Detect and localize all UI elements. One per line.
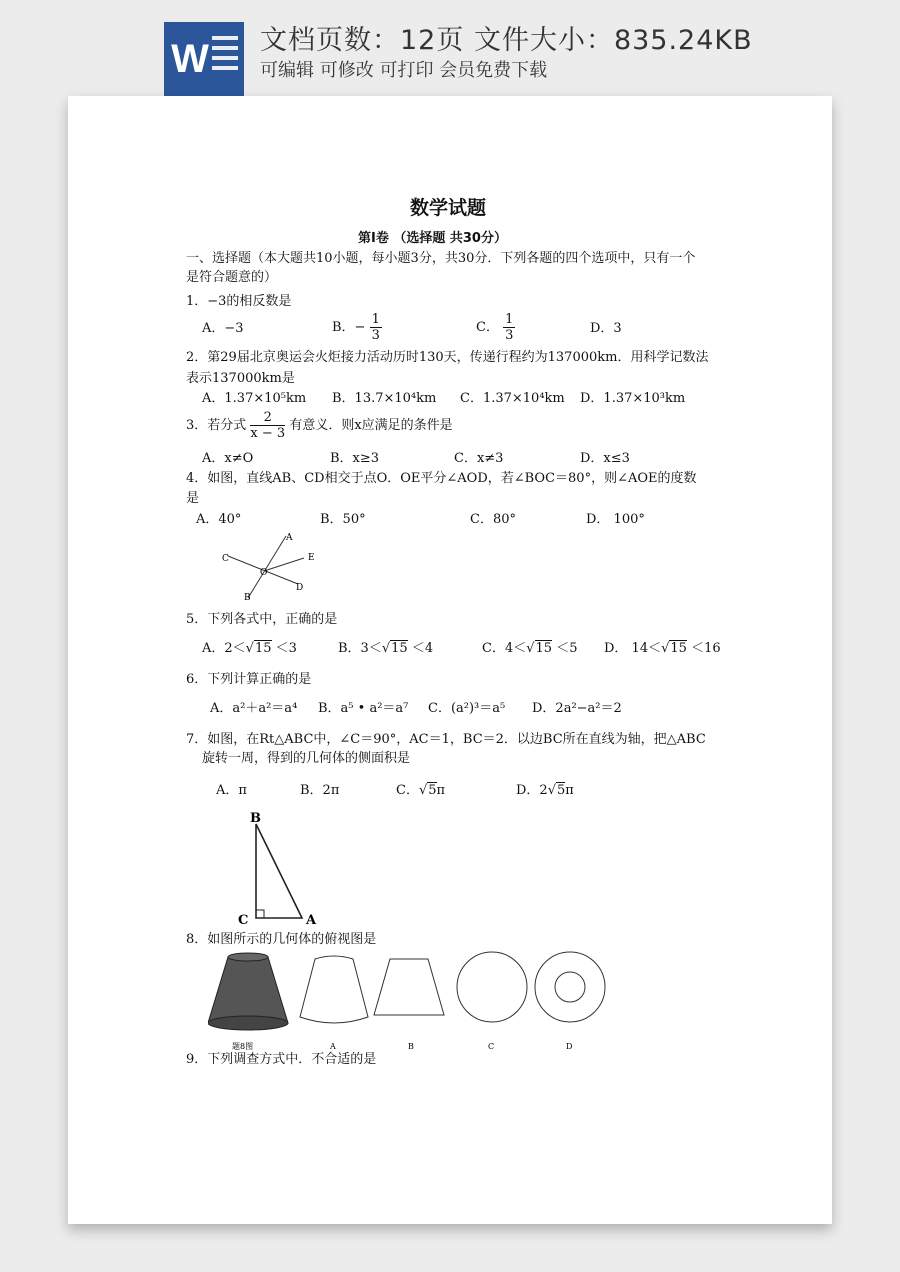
q5-d-suffix: ＜16 (691, 641, 721, 656)
point-c-label: C (222, 554, 229, 564)
q3-option-a: A．x≠O (202, 451, 254, 466)
q4-line-1: 4．如图，直线AB、CD相交于点O．OE平分∠AOD，若∠BOC＝80°，则∠AOE的度数 (186, 471, 697, 486)
q8-caption-d: D (566, 1042, 573, 1051)
q7-d-suffix: π (565, 783, 574, 798)
q8-option-c-shape (457, 952, 527, 1022)
q3-fraction (250, 410, 285, 441)
ray-oe (264, 558, 304, 571)
q7-right-triangle-figure (234, 808, 334, 926)
q5-b-prefix: B．3＜ (338, 641, 382, 656)
q1-option-c-prefix: C． (476, 320, 499, 335)
vertex-c-label: C (238, 913, 249, 926)
q3-option-b: B．x≥3 (330, 451, 380, 466)
page-title: 数学试题 (410, 197, 487, 219)
q5-d-radicand: 15 (670, 641, 687, 656)
q3-prefix: 3．若分式 (186, 418, 247, 433)
q7-c-radicand: 5 (428, 783, 437, 798)
q5-a-prefix: A．2＜ (202, 641, 246, 656)
word-icon (164, 22, 244, 96)
q7-d-prefix: D．2 (516, 783, 548, 798)
q3-option-d: D．x≤3 (580, 451, 630, 466)
q8-caption-c: C (488, 1042, 495, 1051)
point-d-label: D (296, 583, 304, 593)
q4-intersecting-lines-figure (218, 528, 328, 603)
q8-option-d-shape (535, 952, 605, 1022)
q6-option-d: D．2a²−a²＝2 (532, 701, 622, 716)
document-features: 可编辑 可修改 可打印 会员免费下载 (260, 60, 548, 81)
q4-option-b: B．50° (320, 512, 366, 527)
q6-option-a: A．a²＋a²＝a⁴ (210, 701, 298, 716)
q5-a-suffix: ＜3 (275, 641, 297, 656)
q1-b-denominator: 3 (371, 328, 380, 343)
q1-option-c (476, 312, 515, 343)
point-e-label: E (308, 553, 315, 563)
q7-c-prefix: C． (396, 783, 419, 798)
q8-figures (208, 951, 618, 1051)
document-stats: 文档页数：12页 文件大小：835.24KB (260, 25, 753, 56)
q1-stem: 1．−3的相反数是 (186, 294, 292, 309)
q3-suffix: 有意义．则x应满足的条件是 (289, 418, 453, 433)
q5-stem: 5．下列各式中，正确的是 (186, 612, 338, 627)
q6-stem: 6．下列计算正确的是 (186, 672, 312, 687)
q1-b-numerator: 1 (371, 312, 380, 327)
q7-c-suffix: π (436, 783, 446, 798)
q5-b-radicand: 15 (391, 641, 408, 656)
document-banner (0, 0, 900, 96)
q7-option-c: C．√5π (396, 783, 446, 798)
q1-option-c-fraction (503, 312, 515, 343)
point-a-label: A (286, 533, 293, 543)
q6-option-b: B．a⁵ • a²＝a⁷ (318, 701, 409, 716)
triangle-abc (256, 824, 302, 918)
q7-line-1: 7．如图，在Rt△ABC中，∠C＝90°，AC＝1，BC＝2．以边BC所在直线为轴，把△ABC (186, 732, 706, 747)
q2-option-c: C．1.37×10⁴km (460, 391, 565, 406)
q3-numerator: 2 (250, 410, 285, 426)
q7-option-b: B．2π (300, 783, 340, 798)
document-page (68, 96, 832, 1224)
q8-option-b-shape (374, 959, 444, 1015)
word-icon-lines (212, 36, 238, 82)
q6-option-c: C．(a²)³＝a⁵ (428, 701, 506, 716)
q8-solid-frustum (208, 953, 288, 1030)
q2-option-b: B．13.7×10⁴km (332, 391, 437, 406)
q7-option-d: D．2√5π (516, 783, 574, 798)
q4-option-c: C．80° (470, 512, 516, 527)
q1-c-denominator: 3 (505, 328, 514, 343)
right-angle-mark (256, 910, 264, 918)
q5-d-prefix: D． 14＜ (604, 641, 662, 656)
q7-d-radicand: 5 (557, 783, 566, 798)
q4-option-d: D． 100° (586, 512, 645, 527)
vertex-a-label: A (306, 913, 317, 926)
q1-option-b-prefix: B．− (332, 320, 366, 335)
q5-c-prefix: C．4＜ (482, 641, 527, 656)
q2-line-2: 表示137000km是 (186, 371, 295, 386)
q2-option-d: D．1.37×10³km (580, 391, 686, 406)
instructions-line-2: 是符合题意的） (186, 270, 278, 285)
section-heading: 第Ⅰ卷 （选择题 共30分） (358, 231, 507, 246)
point-o-label: O (260, 568, 268, 578)
q3-stem (186, 410, 453, 441)
point-b-label: B (244, 593, 251, 603)
q5-option-a: A．2＜√15 ＜3 (202, 641, 297, 656)
q7-line-2: 旋转一周，得到的几何体的侧面积是 (202, 751, 411, 766)
q8-caption-b: B (408, 1042, 414, 1051)
line-ab (248, 536, 286, 598)
q9-stem: 9．下列调查方式中．不合适的是 (186, 1052, 377, 1067)
q1-option-d: D．3 (590, 321, 622, 336)
q7-option-a: A．π (216, 783, 247, 798)
q1-c-numerator: 1 (505, 312, 514, 327)
q1-option-b-fraction (370, 312, 382, 343)
word-icon-letter: W (171, 37, 209, 81)
q5-option-d: D． 14＜√15 ＜16 (604, 641, 721, 656)
q3-option-c: C．x≠3 (454, 451, 504, 466)
q1-option-b (332, 312, 382, 343)
q5-c-radicand: 15 (535, 641, 553, 656)
instructions-line-1: 一、选择题（本大题共10小题，每小题3分，共30分．下列各题的四个选项中，只有一个 (186, 251, 696, 266)
q8-option-a-shape (300, 956, 368, 1023)
q5-a-radicand: 15 (254, 641, 272, 656)
q8-caption-figure: 题8图 (232, 1042, 254, 1051)
vertex-b-label: B (250, 811, 261, 826)
q1-option-a: A．−3 (202, 321, 244, 336)
q5-b-suffix: ＜4 (411, 641, 434, 656)
q5-c-suffix: ＜5 (556, 641, 578, 656)
q5-option-b: B．3＜√15 ＜4 (338, 641, 434, 656)
q4-option-a: A．40° (196, 512, 242, 527)
q2-option-a: A．1.37×10⁵km (202, 391, 307, 406)
q4-line-2: 是 (186, 491, 200, 506)
q2-line-1: 2．第29届北京奥运会火炬接力活动历时130天，传递行程约为137000km．用科学记数法 (186, 350, 709, 365)
q8-stem: 8．如图所示的几何体的俯视图是 (186, 932, 377, 947)
q8-caption-a: A (330, 1042, 336, 1051)
q3-denominator: x − 3 (250, 426, 286, 441)
q5-option-c: C．4＜√15 ＜5 (482, 641, 578, 656)
